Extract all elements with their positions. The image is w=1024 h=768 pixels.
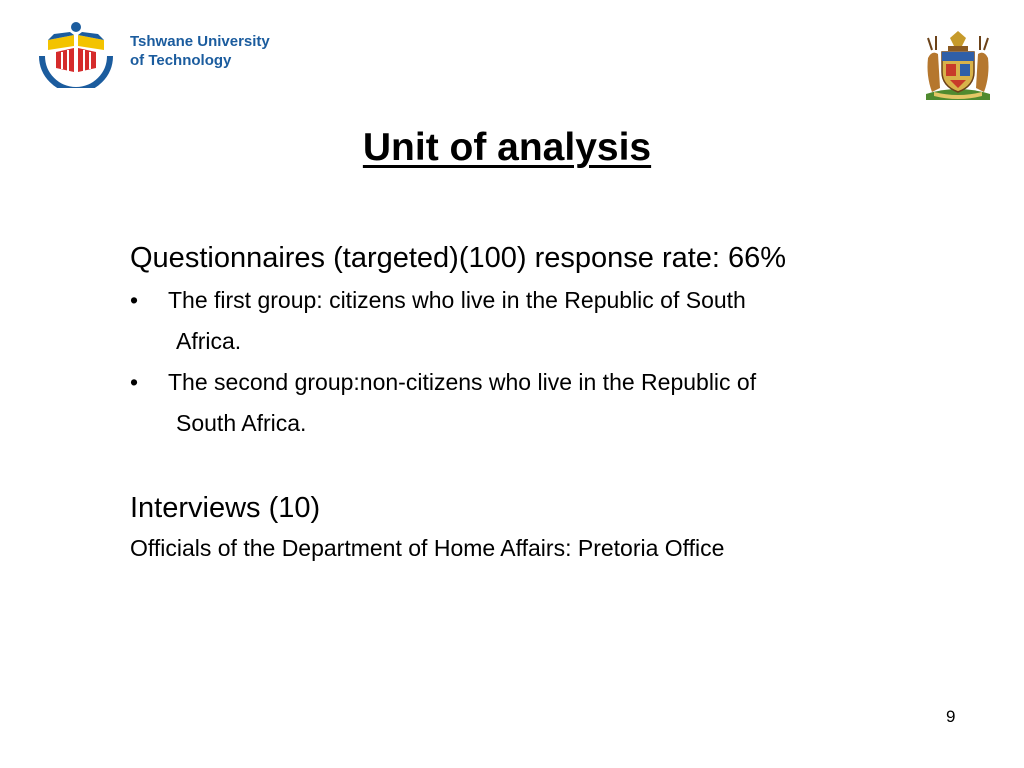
questionnaires-heading: Questionnaires (targeted)(100) response rate: 66% bbox=[130, 242, 787, 274]
page-number: 9 bbox=[946, 707, 956, 726]
coat-of-arms-icon bbox=[922, 28, 994, 102]
bullet-item-second-group bbox=[130, 362, 990, 444]
interviews-detail: Officials of the Department of Home Affairs: Pretoria Office bbox=[130, 535, 725, 561]
interviews-heading: Interviews (10) bbox=[130, 492, 321, 524]
university-logo bbox=[34, 18, 304, 88]
bullet-text: The second group:non-citizens who live in the Republic of bbox=[168, 369, 757, 395]
university-name bbox=[130, 32, 270, 70]
bullet-text-continued: South Africa. bbox=[176, 410, 307, 436]
university-name-line1: Tshwane University bbox=[130, 33, 270, 50]
bullet-text-continued: Africa. bbox=[176, 328, 242, 354]
spacer bbox=[130, 444, 990, 486]
bullet-mark: • bbox=[130, 287, 139, 313]
bullet-item-first-group bbox=[130, 280, 990, 362]
bullet-mark: • bbox=[130, 369, 139, 395]
university-emblem-icon bbox=[34, 18, 118, 88]
university-name-line2: of Technology bbox=[130, 52, 232, 69]
bullet-text: The first group: citizens who live in the Republic of South bbox=[168, 287, 746, 313]
slide-title: Unit of analysis bbox=[362, 126, 652, 169]
slide-body bbox=[130, 236, 990, 566]
